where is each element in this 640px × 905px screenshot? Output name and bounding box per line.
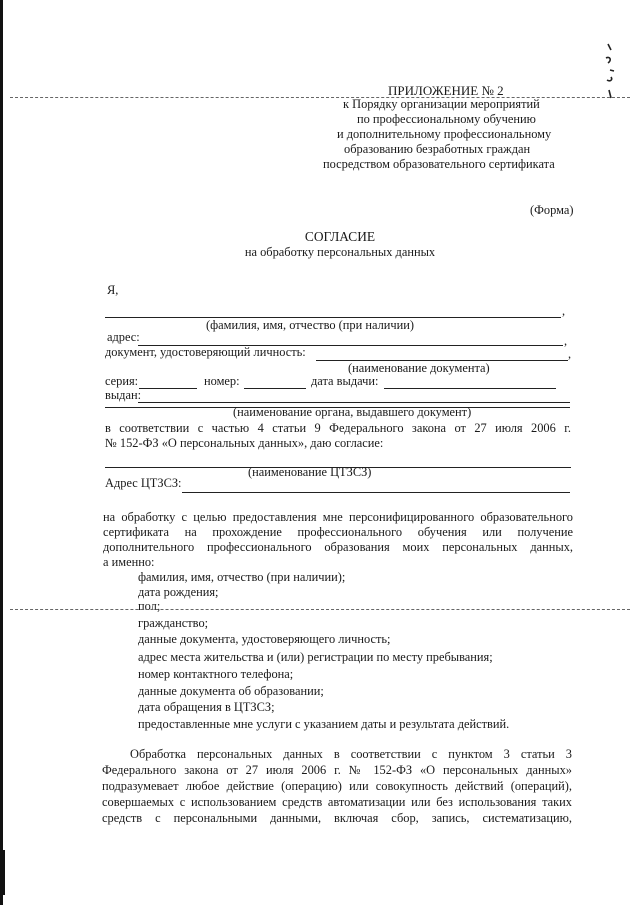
appendix-ref-line-3: и дополнительному профессиональному [337,127,552,141]
scan-edge [0,0,3,905]
appendix-ref-line-5: посредством образовательного сертификата [323,157,555,171]
midpage-rule [10,609,630,610]
scan-edge-mark [3,850,5,895]
form-label: (Форма) [530,203,574,217]
issue-date-line [384,388,556,389]
list-item: дата рождения; [138,585,219,599]
processing-line-4: совершаемых с использованием средств автоматизации или без использования таких [102,795,572,809]
processing-line-5: средств с персональными данными, включая сбор, запись, систематизацию, [102,811,572,825]
fio-hint: (фамилия, имя, отчество (при наличии) [206,318,415,332]
purpose-line-1: на обработку с целью предоставления мне персонифицированного образовательного [103,510,573,524]
purpose-line-3: дополнительного профессионального образования моих персональных данных, [103,540,573,554]
address-label: адрес: [107,330,140,344]
issued-label: выдан: [105,388,142,402]
document-subtitle: на обработку персональных данных [244,245,436,259]
issued-line-1 [138,402,570,403]
ya-label: Я, [107,283,119,297]
number-label: номер: [204,374,240,388]
document-comma: , [568,347,572,361]
number-line [244,388,306,389]
list-item: предоставленные мне услуги с указанием даты и результата действий. [138,717,510,731]
list-item: гражданство; [138,616,209,630]
law-line-2: № 152-ФЗ «О персональных данных», даю согласие: [105,436,384,450]
ctzsz-hint: (наименование ЦТЗСЗ) [248,465,372,479]
issue-date-label: дата выдачи: [311,374,379,388]
list-item: данные документа, удостоверяющего личность; [138,632,391,646]
appendix-title: ПРИЛОЖЕНИЕ № 2 [388,83,504,98]
purpose-line-4: а именно: [103,555,155,569]
purpose-line-2: сертификата на прохождение профессионального обучения или получение [103,525,573,539]
ctzsz-address-line [182,492,570,493]
law-line-1: в соответствии с частью 4 статьи 9 Федерального закона от 27 июля 2006 г. [105,421,571,435]
ctzsz-address-label: Адрес ЦТЗСЗ: [105,476,182,490]
processing-line-2: Федерального закона от 27 июля 2006 г. № 152-ФЗ «О персональных данных» [102,763,572,777]
list-item: дата обращения в ЦТЗСЗ; [138,700,275,714]
list-item: пол; [138,599,161,613]
document-label: документ, удостоверяющий личность: [105,345,306,359]
list-item: данные документа об образовании; [138,684,324,698]
processing-line-1: Обработка персональных данных в соответствии с пунктом 3 статьи 3 [130,747,572,761]
address-comma: , [564,334,568,348]
list-item: фамилия, имя, отчество (при наличии); [138,570,346,584]
list-item: номер контактного телефона; [138,667,294,681]
appendix-ref-line-2: по профессиональному обучению [357,112,536,126]
document-hint: (наименование документа) [348,361,490,375]
series-label: серия: [105,374,139,388]
document-title: СОГЛАСИЕ [304,229,376,244]
list-item: адрес места жительства и (или) регистрации по месту пребывания; [138,650,493,664]
corner-handwritten-mark [598,40,628,102]
appendix-ref-line-1: к Порядку организации мероприятий [343,97,540,111]
issuer-hint: (наименование органа, выдавшего документ) [233,405,472,419]
processing-line-3: подразумевает любое действие (операцию) или совокупность действий (операций), [102,779,572,793]
fio-comma: , [562,304,566,318]
appendix-ref-line-4: образованию безработных граждан [344,142,531,156]
series-line [139,388,197,389]
